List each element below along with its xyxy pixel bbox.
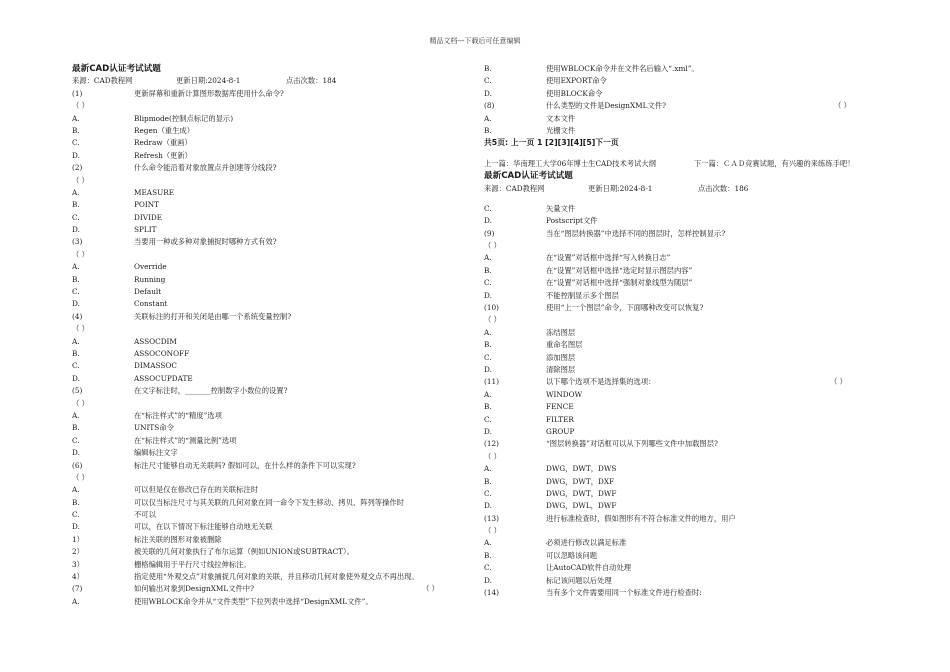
- update-date-2: 更新日期:2024-8-1: [588, 183, 653, 193]
- question-line: [484, 302, 884, 314]
- line-label: 4）: [72, 572, 84, 582]
- line-label: D.: [484, 364, 492, 374]
- line-text: 文本文件: [546, 113, 576, 123]
- line-text: 更新屏幕和重新计算图形数据库使用什么命令?: [134, 88, 284, 98]
- line-label: (5): [72, 386, 83, 396]
- line-text: 当要用一种或多种对象捕捉时哪种方式有效?: [134, 237, 277, 247]
- article-meta-2: [484, 183, 884, 195]
- question-line: [484, 451, 884, 463]
- line-label: B.: [72, 125, 80, 135]
- line-text: 可以忽略该问题: [546, 550, 598, 560]
- question-line: [484, 240, 884, 252]
- question-line: [484, 314, 884, 326]
- question-line: [72, 224, 467, 236]
- line-text: DWG，DWT，DXF: [546, 476, 615, 486]
- line-text: DWG，DWT，DWF: [546, 488, 617, 498]
- question-line: [484, 277, 884, 289]
- prev-next-links: [484, 158, 884, 170]
- line-label: B.: [484, 340, 492, 350]
- line-text: 不可以: [134, 510, 156, 520]
- question-line: [72, 509, 467, 521]
- left-column: [72, 63, 467, 608]
- line-label: B.: [484, 125, 492, 135]
- click-count: 点击次数：184: [286, 76, 337, 86]
- answer-bracket: （ ）: [422, 584, 439, 594]
- line-text: 在“标注样式”的“精度”选项: [134, 410, 222, 420]
- line-label: A.: [484, 389, 492, 399]
- question-line: [484, 537, 884, 549]
- line-text: 在文字标注时，_______控制数字小数位的设置?: [134, 386, 288, 396]
- line-text: ASSOCDIM: [134, 336, 177, 346]
- article-title: 最新CAD认证考试试题: [72, 64, 161, 74]
- line-text: 指定使用“外观交点”对象捕捉几何对象的关联，并且移动几何对象使外观交点不再出现。: [134, 572, 419, 582]
- line-label: C.: [484, 563, 492, 573]
- line-label: 2）: [72, 547, 84, 557]
- question-line: [72, 261, 467, 273]
- line-label: (3): [72, 237, 83, 247]
- line-label: （ ）: [484, 315, 501, 325]
- line-label: C.: [484, 414, 492, 424]
- question-line: [72, 583, 467, 595]
- line-label: （ ）: [72, 175, 89, 185]
- line-text: 进行标准检查时，假如图形有不符合标准文件的地方，用户: [546, 513, 736, 523]
- line-label: D.: [484, 290, 492, 300]
- line-label: C.: [72, 361, 80, 371]
- line-label: (7): [72, 584, 83, 594]
- page-navigation[interactable]: 共5页: 上一页 1 [2][3][4][5]下一页: [484, 138, 619, 148]
- question-line: [484, 438, 884, 450]
- question-line: [72, 360, 467, 372]
- line-label: （ ）: [72, 249, 89, 259]
- line-text: 让AutoCAD软件自动处理: [546, 563, 632, 573]
- line-text: DIVIDE: [134, 212, 163, 222]
- line-label: C.: [484, 352, 492, 362]
- line-text: Redraw（重画）: [134, 138, 192, 148]
- line-label: A.: [484, 253, 492, 263]
- question-line: [72, 410, 467, 422]
- line-label: B.: [72, 200, 80, 210]
- line-text: 在“设置”对话框中选择“选定时显示图层内容”: [546, 265, 693, 275]
- line-label: C.: [484, 278, 492, 288]
- question-line: [72, 125, 467, 137]
- source: 来源：CAD教程网: [72, 76, 133, 86]
- question-line: [484, 500, 884, 512]
- line-label: B.: [484, 265, 492, 275]
- line-label: 1）: [72, 534, 84, 544]
- line-text: 标注尺寸能够自动无关联吗? 假如可以，在什么样的条件下可以实现?: [134, 460, 356, 470]
- question-line: [72, 422, 467, 434]
- line-label: (9): [484, 228, 495, 238]
- line-label: （ ）: [484, 526, 501, 536]
- question-line: [484, 252, 884, 264]
- question-line: [484, 327, 884, 339]
- line-label: C.: [72, 212, 80, 222]
- line-label: (14): [484, 588, 499, 598]
- line-label: A.: [484, 113, 492, 123]
- question-line: [72, 460, 467, 472]
- line-label: D.: [484, 501, 492, 511]
- article-meta: [72, 75, 467, 87]
- line-label: （ ）: [484, 241, 501, 251]
- line-label: C.: [72, 138, 80, 148]
- question-line: [484, 352, 884, 364]
- question-line: [72, 472, 467, 484]
- question-line: [72, 199, 467, 211]
- question-line: [484, 488, 884, 500]
- line-label: B.: [484, 550, 492, 560]
- question-line: [72, 323, 467, 335]
- line-text: 矢量文件: [546, 203, 576, 213]
- line-label: C.: [72, 435, 80, 445]
- question-line: [72, 162, 467, 174]
- question-line: [72, 385, 467, 397]
- question-line: [72, 336, 467, 348]
- question-line: [484, 575, 884, 587]
- line-text: 在“设置”对话框中选择“强制对象线型为随层”: [546, 278, 693, 288]
- line-text: Override: [134, 262, 167, 272]
- line-text: Refresh（更新）: [134, 150, 192, 160]
- question-line: [484, 476, 884, 488]
- line-text: Running: [134, 274, 166, 284]
- line-text: 当有多个文件需要用同一个标准文件进行检查时:: [546, 588, 702, 598]
- line-label: 3）: [72, 559, 84, 569]
- line-label: A.: [72, 596, 80, 606]
- line-label: （ ）: [72, 324, 89, 334]
- line-text: 可以仅当标注尺寸与其关联的几何对象在同一命令下发生移动、拷贝、阵列等操作时: [134, 497, 404, 507]
- line-text: ASSOCONOFF: [134, 348, 190, 358]
- line-label: D.: [484, 575, 492, 585]
- question-line: [72, 546, 467, 558]
- line-label: B.: [72, 423, 80, 433]
- line-label: (8): [484, 101, 495, 111]
- page-header: 精品文档---下载后可任意编辑: [429, 37, 521, 45]
- source-2: 来源：CAD教程网: [484, 183, 545, 193]
- line-text: 如何输出对象到DesignXML文件中?: [134, 584, 255, 594]
- question-line: [484, 550, 884, 562]
- line-label: A.: [72, 187, 80, 197]
- line-label: D.: [72, 522, 80, 532]
- line-label: C.: [72, 287, 80, 297]
- question-line: [72, 236, 467, 248]
- line-text: 在“标注样式”的“测量比例”选项: [134, 435, 237, 445]
- line-text: POINT: [134, 200, 160, 210]
- line-text: 以下哪个选项不是选择集的选项：: [546, 377, 656, 387]
- question-line: [484, 228, 884, 240]
- question-line: [72, 521, 467, 533]
- click-count-2: 点击次数：186: [698, 183, 749, 193]
- question-line: [72, 212, 467, 224]
- line-label: D.: [72, 150, 80, 160]
- line-text: 清除图层: [546, 364, 576, 374]
- line-text: FILTER: [546, 414, 574, 424]
- line-text: SPLIT: [134, 225, 157, 235]
- line-label: (1): [72, 88, 83, 98]
- line-text: 光栅文件: [546, 125, 576, 135]
- line-text: 什么类型的文件是DesignXML文件?: [546, 101, 667, 111]
- question-line: [72, 571, 467, 583]
- question-line: [484, 265, 884, 277]
- line-label: (11): [484, 377, 499, 387]
- question-line: [72, 447, 467, 459]
- line-label: C.: [484, 488, 492, 498]
- question-line: [72, 435, 467, 447]
- line-text: MEASURE: [134, 187, 175, 197]
- line-text: Constant: [134, 299, 168, 309]
- line-text: Regen（重生成）: [134, 125, 194, 135]
- line-text: FENCE: [546, 402, 574, 412]
- question-line: [484, 389, 884, 401]
- line-text: Postscript文件: [546, 216, 598, 226]
- question-line: [484, 562, 884, 574]
- question-line: [72, 88, 467, 100]
- line-label: B.: [484, 402, 492, 412]
- question-line: [484, 63, 884, 75]
- line-label: A.: [484, 538, 492, 548]
- line-label: D.: [72, 225, 80, 235]
- line-text: DWG，DWL，DWF: [546, 501, 617, 511]
- line-label: （ ）: [72, 101, 89, 111]
- question-line: [484, 203, 884, 215]
- right-column: [484, 63, 884, 599]
- question-line: [72, 187, 467, 199]
- question-line: [484, 513, 884, 525]
- question-line: [72, 150, 467, 162]
- line-label: (6): [72, 460, 83, 470]
- line-text: 使用EXPORT命令: [546, 76, 607, 86]
- question-line: [484, 414, 884, 426]
- question-line: [484, 587, 884, 599]
- line-text: “图层转换器”对话框可以从下列哪些文件中加载图层?: [546, 439, 718, 449]
- line-label: （ ）: [72, 398, 89, 408]
- question-line: [72, 249, 467, 261]
- line-text: 标注关联的图形对象被删除: [134, 534, 222, 544]
- line-text: 必须进行修改以满足标准: [546, 538, 627, 548]
- question-line: [72, 398, 467, 410]
- question-line: [72, 348, 467, 360]
- line-label: B.: [72, 497, 80, 507]
- line-label: C.: [484, 76, 492, 86]
- question-line: [484, 290, 884, 302]
- line-text: ASSOCUPDATE: [134, 373, 193, 383]
- line-label: A.: [72, 262, 80, 272]
- line-label: A.: [72, 336, 80, 346]
- question-line: [72, 596, 467, 608]
- line-label: D.: [72, 299, 80, 309]
- line-text: DWG，DWT，DWS: [546, 464, 617, 474]
- line-label: A.: [72, 410, 80, 420]
- line-label: (10): [484, 303, 499, 313]
- line-label: B.: [484, 64, 492, 73]
- line-text: 使用WBLOCK命令并从“文件类型”下拉列表中选择“DesignXML文件”。: [134, 596, 373, 606]
- line-label: D.: [484, 426, 492, 436]
- line-text: DIMASSOC: [134, 361, 177, 371]
- line-label: D.: [484, 88, 492, 98]
- question-line: [484, 113, 884, 125]
- line-text: 添加图层: [546, 352, 576, 362]
- question-line: [484, 401, 884, 413]
- line-text: 栅格编辑用于平行尺寸线拉伸标注。: [134, 559, 251, 569]
- line-label: (12): [484, 439, 499, 449]
- line-text: 可以，在以下情况下标注能够自动地无关联: [134, 522, 273, 532]
- line-label: （ ）: [72, 472, 89, 482]
- line-text: Blipmode(控制点标记的显示): [134, 113, 234, 123]
- line-label: D.: [72, 373, 80, 383]
- line-text: 什么命令能沿着对象放置点并创建等分线段?: [134, 163, 277, 173]
- question-line: [484, 75, 884, 87]
- next-article-link[interactable]: 下一篇：ＣＡＤ竞赛试题，有兴趣的来练练手吧！: [694, 158, 855, 168]
- question-line: [484, 215, 884, 227]
- answer-bracket: （ ）: [834, 101, 851, 111]
- line-label: C.: [72, 510, 80, 520]
- question-line: [72, 286, 467, 298]
- question-line: [72, 484, 467, 496]
- line-label: A.: [484, 327, 492, 337]
- update-date: 更新日期:2024-8-1: [176, 76, 241, 86]
- line-label: A.: [72, 485, 80, 495]
- line-text: UNITS命令: [134, 423, 174, 433]
- line-label: B.: [72, 348, 80, 358]
- line-text: 使用BLOCK命令: [546, 88, 603, 98]
- line-text: 使用“上一个图层”命令，下面哪种改变可以恢复?: [546, 303, 704, 313]
- question-line: [484, 339, 884, 351]
- line-label: B.: [72, 274, 80, 284]
- question-line: [72, 534, 467, 546]
- question-line: [484, 88, 884, 100]
- question-line: [484, 463, 884, 475]
- question-line: [72, 298, 467, 310]
- line-label: D.: [72, 448, 80, 458]
- question-line: [72, 100, 467, 112]
- line-text: 编辑标注文字: [134, 448, 178, 458]
- question-line: [484, 364, 884, 376]
- line-label: A.: [72, 113, 80, 123]
- line-label: （ ）: [484, 451, 501, 461]
- question-line: [484, 426, 884, 438]
- question-line: [484, 525, 884, 537]
- question-line: [484, 100, 884, 112]
- line-text: 被关联的几何对象执行了布尔运算（例如UNION或SUBTRACT）。: [134, 547, 354, 557]
- question-line: [72, 311, 467, 323]
- question-line: [72, 274, 467, 286]
- question-line: [72, 497, 467, 509]
- line-label: (2): [72, 163, 83, 173]
- answer-bracket: （ ）: [830, 377, 847, 387]
- line-label: C.: [484, 203, 492, 213]
- line-text: GROUP: [546, 426, 575, 436]
- line-label: A.: [484, 464, 492, 474]
- line-text: 可以但是仅在修改已存在的关联标注时: [134, 485, 259, 495]
- line-text: 当在“图层转换器”中选择不同的图层时，怎样控制显示?: [546, 228, 726, 238]
- line-label: D.: [484, 216, 492, 226]
- line-label: B.: [484, 476, 492, 486]
- question-line: [484, 125, 884, 137]
- line-text: 标记该问题以后处理: [546, 575, 612, 585]
- line-text: 重命名图层: [546, 340, 583, 350]
- line-text: 关联标注的打开和关闭是由哪一个系统变量控制?: [134, 311, 292, 321]
- line-label: (4): [72, 311, 83, 321]
- line-text: 不能控制显示多个图层: [546, 290, 619, 300]
- question-line: [72, 137, 467, 149]
- question-line: [484, 376, 884, 388]
- line-text: 冻结图层: [546, 327, 576, 337]
- question-line: [72, 559, 467, 571]
- article-title-2: 最新CAD认证考试试题: [484, 171, 573, 182]
- question-line: [72, 113, 467, 125]
- line-text: WINDOW: [546, 389, 583, 399]
- question-line: [72, 175, 467, 187]
- prev-article-link[interactable]: 上一篇：华南理工大学06年博士生CAD技术考试大纲: [484, 158, 656, 168]
- line-label: (13): [484, 513, 499, 523]
- question-line: [72, 373, 467, 385]
- line-text: 在“设置”对话框中选择“写入转换日志”: [546, 253, 671, 263]
- line-text: Default: [134, 287, 162, 297]
- line-text: 使用WBLOCK命令并在文件名后输入“.xml”。: [546, 64, 699, 73]
